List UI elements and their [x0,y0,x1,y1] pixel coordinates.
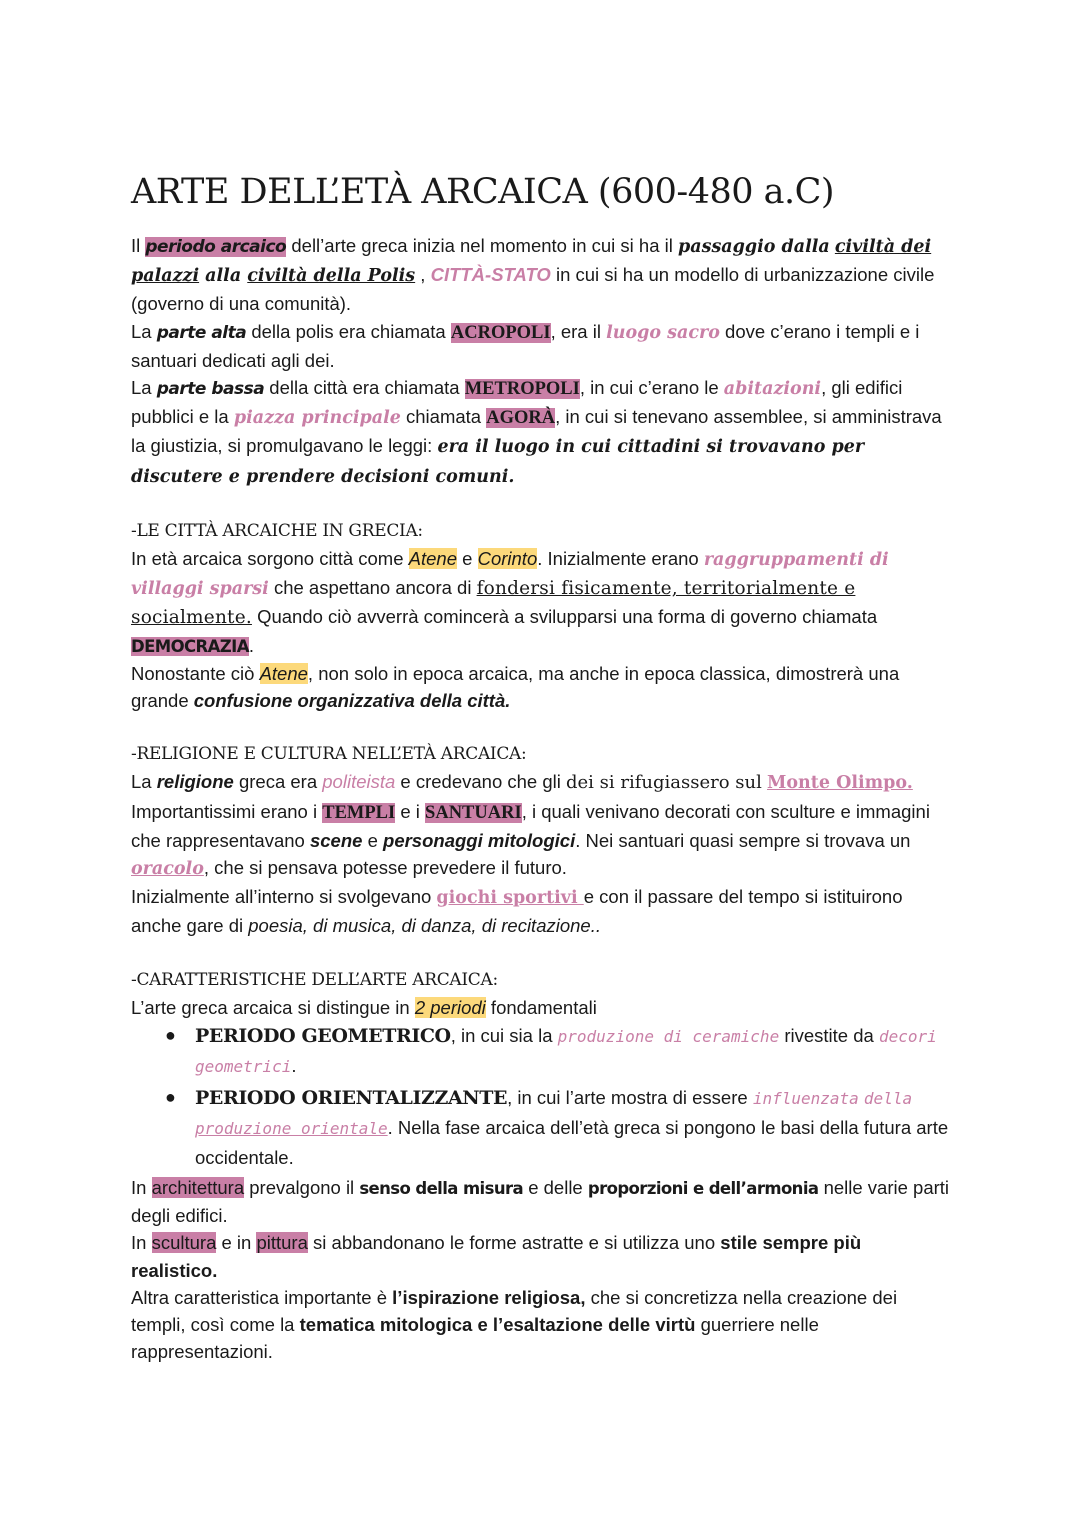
giochi-paragraph: Inizialmente all’interno si svolgevano giochi sportivi e con il passare del tempo si istituirono anche gare di poesia, di musica, di danza, di recitazione.. [131,886,903,937]
list-item: ● PERIODO GEOMETRICO, in cui sia la produzione di ceramiche rivestite da decori geometrici. [195,1021,951,1083]
citta-stato-term: CITTÀ-STATO [430,264,551,286]
metropoli-paragraph: La parte bassa della città era chiamata METROPOLI, in cui c’erano le abitazioni, gli edifici pubblici e la piazza principale chiamata AGORÀ, in cui si tenevano assemblee, si amministrava la giustizia, si promulgavano le leggi: era il luogo in cui cittadini si trovavano per discutere e prendere decisioni comuni. [131,377,942,487]
section-heading-caratteristiche: -CARATTERISTICHE DELL’ARTE ARCAICA: [131,969,498,990]
bullet-icon: ● [165,1025,176,1046]
highlight-santuari: SANTUARI [425,802,522,823]
highlight-periodo-arcaico: periodo arcaico [145,237,287,257]
templi-paragraph: Importantissimi erano i TEMPLI e i SANTUARI, i quali venivano decorati con sculture e immagini che rappresentavano scene e personaggi mitologici. Nei santuari quasi sempre si trovava un oracolo, che si pensava potesse prevedere il futuro. [131,800,930,880]
intro-paragraph: Il periodo arcaico dell’arte greca inizia nel momento in cui si ha il passaggio dalla civiltà dei palazzi alla civiltà della Polis , CITTÀ-STATO in cui si ha un modello di urbanizzazione civile (governo di una comunità). [131,235,935,315]
highlight-metropoli: METROPOLI [464,379,580,400]
list-item: ● PERIODO ORIENTALIZZANTE, in cui l’arte mostra di essere influenzata della produzione orientale. Nella fase arcaica dell’età greca si pongono le basi della futura arte occidentale. [195,1083,951,1174]
section-heading-religione: -RELIGIONE E CULTURA NELL’ETÀ ARCAICA: [131,744,527,765]
highlight-architettura: architettura [151,1177,245,1199]
highlight-acropoli: ACROPOLI [450,322,551,343]
bullet-icon: ● [165,1087,176,1108]
acropoli-paragraph: La parte alta della polis era chiamata ACROPOLI, era il luogo sacro dove c’erano i templi e i santuari dedicati agli dei. [131,320,920,371]
religione-paragraph: La religione greca era politeista e credevano che gli dei si rifugiassero sul Monte Olimpo. [131,771,913,794]
highlight-democrazia: DEMOCRAZIA [131,636,249,656]
scultura-paragraph: In scultura e in pittura si abbandonano le forme astratte e si utilizza uno stile sempre più realistico. [131,1232,862,1281]
architettura-paragraph: In architettura prevalgono il senso della misura e delle proporzioni e dell’armonia nelle varie parti degli edifici. [131,1177,950,1227]
citta-paragraph: In età arcaica sorgono città come Atene e Corinto. Inizialmente erano raggruppamenti di villaggi sparsi che aspettano ancora di fondersi fisicamente, territorialmente e socialmente. Quando ciò avverrà comincerà a svilupparsi una forma di governo chiamata DEMOCRAZIA. [131,548,889,656]
highlight-agora: AGORÀ [486,408,556,429]
page-title: ARTE DELL’ETÀ ARCAICA (600-480 a.C) [131,172,835,212]
ispirazione-paragraph: Altra caratteristica importante è l’ispirazione religiosa, che si concretizza nella creazione dei templi, così come la tematica mitologica e l’esaltazione delle virtù guerriere nelle rappresentazioni. [131,1286,898,1363]
periodi-list [131,1021,951,1174]
highlight-scultura: scultura [151,1232,217,1254]
highlight-templi: TEMPLI [322,802,396,823]
atene-paragraph: Nonostante ciò Atene, non solo in epoca arcaica, ma anche in epoca classica, dimostrerà una grande confusione organizzativa della città. [131,662,900,712]
highlight-pittura: pittura [256,1232,308,1254]
periodi-paragraph: L’arte greca arcaica si distingue in 2 periodi fondamentali [131,996,597,1018]
document-page [131,168,951,1366]
section-heading-citta: -LE CITTÀ ARCAICHE IN GRECIA: [131,520,423,541]
